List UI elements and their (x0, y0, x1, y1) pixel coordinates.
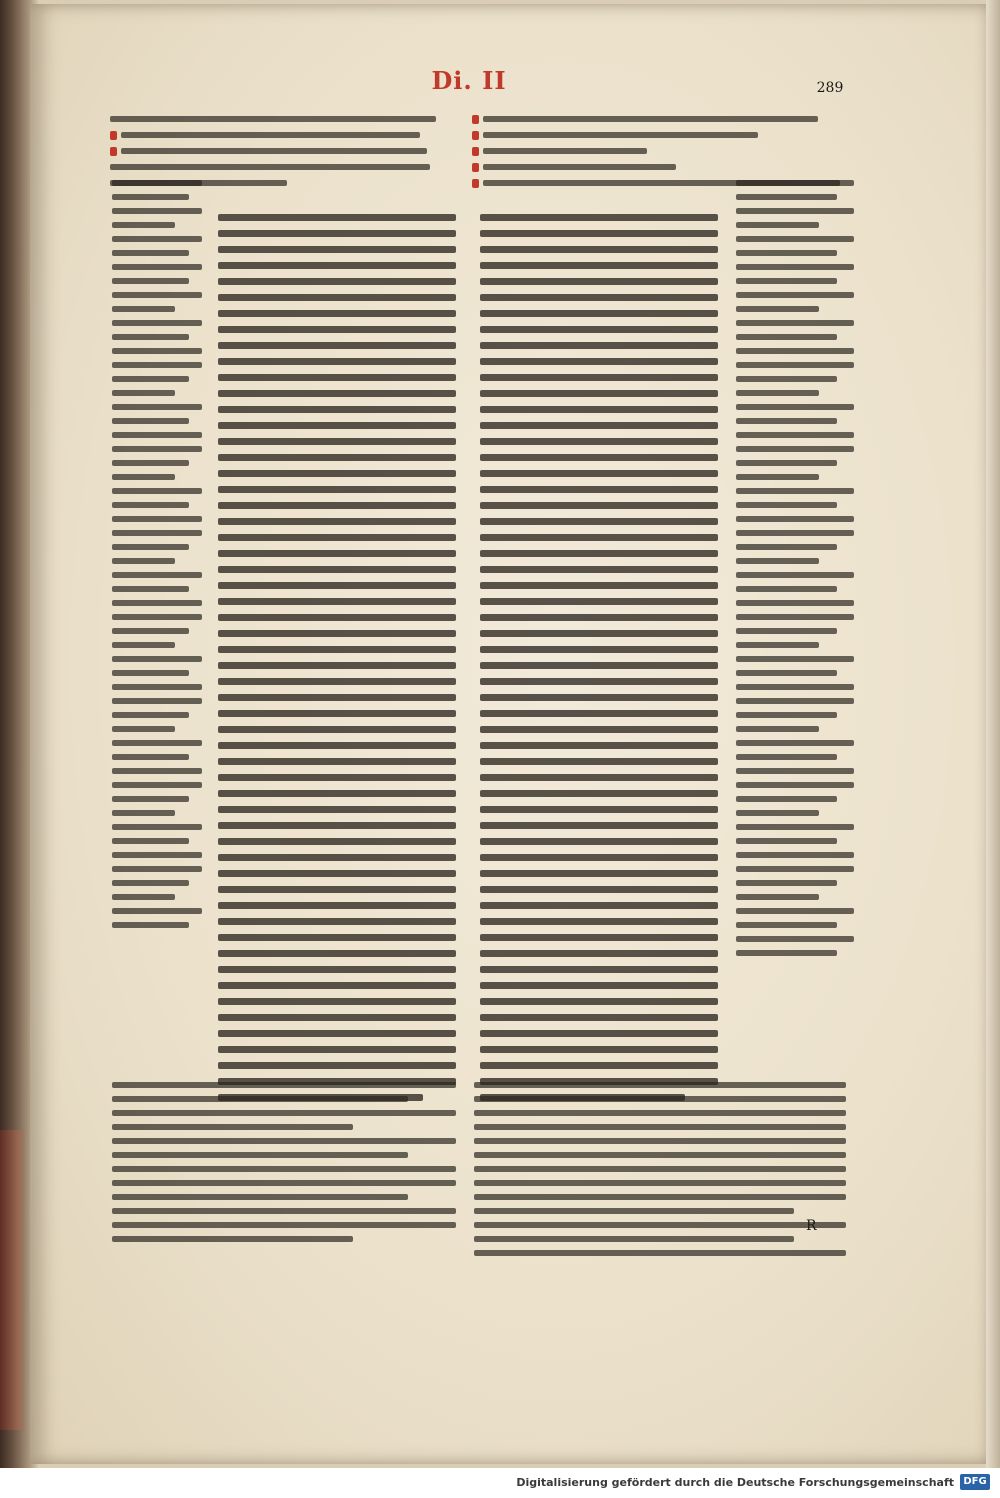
dfg-logo-icon: DFG (960, 1474, 990, 1490)
left-margin-gloss (112, 180, 202, 936)
spine-edge-stain (0, 1130, 26, 1430)
digitization-footer (0, 1468, 1000, 1498)
right-margin-gloss (736, 180, 854, 964)
running-head: Di. II (431, 66, 507, 95)
funding-credit: Digitalisierung gefördert durch die Deutsche Forschungsgemeinschaft (516, 1476, 954, 1489)
main-text-column-right (480, 214, 718, 1110)
page-fore-edge (986, 0, 1000, 1468)
bottom-right-gloss-block (474, 1082, 846, 1264)
folio-number: 289 (816, 80, 844, 96)
bottom-left-gloss-block (112, 1082, 456, 1250)
signature-mark: R (806, 1218, 817, 1234)
main-text-column-left (218, 214, 456, 1110)
